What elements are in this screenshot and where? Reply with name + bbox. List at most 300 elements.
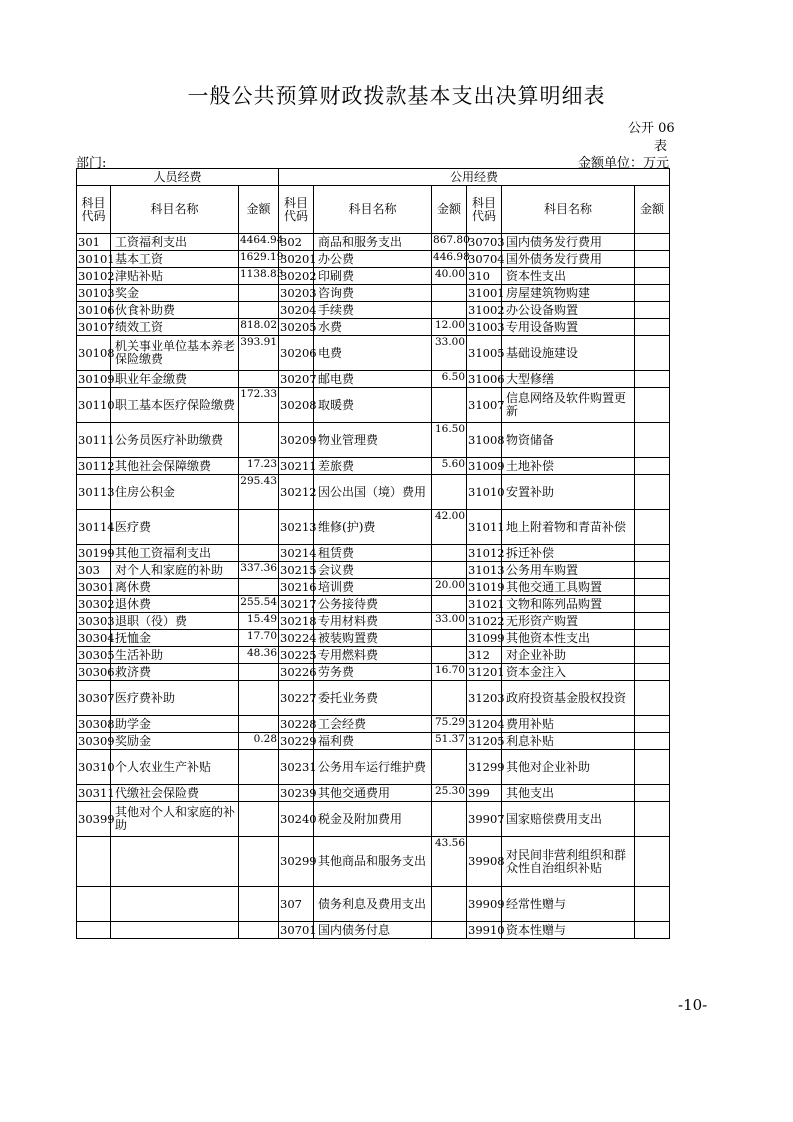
row-amount-cell bbox=[635, 630, 670, 647]
row-amount-cell bbox=[635, 802, 670, 837]
row-code-cell: 31001 bbox=[468, 285, 505, 300]
expenditure-table bbox=[76, 168, 670, 939]
code-header: 科目代码 bbox=[279, 186, 314, 234]
row-amount-cell bbox=[239, 922, 279, 939]
row-code-cell: 301 bbox=[77, 234, 111, 251]
row-amount-cell: 42.00 bbox=[432, 510, 467, 545]
row-name-cell bbox=[111, 922, 239, 939]
row-name-cell: 专用设备购置 bbox=[502, 319, 635, 336]
row-amount-cell bbox=[432, 647, 467, 664]
row-code-cell: 30305 bbox=[78, 647, 115, 662]
row-name-cell: 文物和陈列品购置 bbox=[502, 596, 635, 613]
row-code-cell: 39910 bbox=[468, 922, 505, 937]
row-name-cell: 土地补偿 bbox=[502, 458, 635, 475]
table-row bbox=[77, 579, 670, 596]
row-name-cell: 债务利息及费用支出 bbox=[314, 887, 432, 922]
amount-header: 金额 bbox=[635, 186, 670, 234]
row-code-cell: 30206 bbox=[279, 336, 314, 371]
row-name-cell: 资本金注入 bbox=[502, 664, 635, 681]
row-code-cell: 310 bbox=[467, 268, 502, 285]
row-name-cell: 专用燃料费 bbox=[314, 647, 432, 664]
row-code-cell: 39907 bbox=[467, 802, 502, 837]
row-name-cell: 委托业务费 bbox=[314, 681, 432, 716]
row-name-cell: 公务员医疗补助缴费 bbox=[111, 423, 239, 458]
row-name-cell: 代缴社会保险费 bbox=[111, 785, 239, 802]
row-code-cell: 30303 bbox=[78, 613, 115, 628]
row-name-cell: 劳务费 bbox=[314, 664, 432, 681]
row-code-cell: 31007 bbox=[467, 388, 502, 423]
row-code-cell: 30199 bbox=[78, 545, 115, 560]
row-code-cell: 30216 bbox=[280, 579, 317, 594]
row-code-cell: 30108 bbox=[77, 336, 111, 371]
row-code-cell: 30227 bbox=[279, 681, 314, 716]
row-code-cell: 30240 bbox=[279, 802, 314, 837]
row-name-cell: 物业管理费 bbox=[314, 423, 432, 458]
row-code-cell: 30208 bbox=[279, 388, 314, 423]
row-name-cell: 绩效工资 bbox=[111, 319, 239, 336]
row-code-cell: 30218 bbox=[280, 613, 317, 628]
row-amount-cell bbox=[239, 579, 279, 596]
row-amount-cell bbox=[635, 579, 670, 596]
row-amount-cell bbox=[432, 596, 467, 613]
row-name-cell: 其他商品和服务支出 bbox=[314, 837, 432, 887]
row-name-cell: 政府投资基金股权投资 bbox=[502, 681, 635, 716]
row-amount-cell: 40.00 bbox=[432, 268, 467, 285]
row-name-cell: 培训费 bbox=[314, 579, 432, 596]
table-row bbox=[77, 647, 670, 664]
code-header: 科目代码 bbox=[467, 186, 502, 234]
row-code-cell: 30701 bbox=[280, 922, 317, 937]
row-name-cell: 维修(护)费 bbox=[314, 510, 432, 545]
row-name-cell: 津贴补贴 bbox=[111, 268, 239, 285]
row-amount-cell bbox=[432, 750, 467, 785]
row-amount-cell bbox=[635, 681, 670, 716]
table-row bbox=[77, 251, 670, 268]
row-code-cell: 30302 bbox=[78, 596, 115, 611]
row-amount-cell bbox=[635, 887, 670, 922]
row-amount-cell bbox=[635, 545, 670, 562]
row-code-cell: 30310 bbox=[77, 750, 111, 785]
row-name-cell: 国外债务发行费用 bbox=[502, 251, 635, 268]
row-code-cell: 30308 bbox=[78, 716, 115, 731]
row-code-cell: 31205 bbox=[468, 733, 505, 748]
row-code-cell: 30309 bbox=[78, 733, 115, 748]
amount-header: 金额 bbox=[432, 186, 467, 234]
row-amount-cell: 1629.19 bbox=[239, 251, 279, 268]
page-number: -10- bbox=[678, 996, 708, 1014]
row-code-cell: 30299 bbox=[279, 837, 314, 887]
table-row bbox=[77, 596, 670, 613]
code-header: 科目代码 bbox=[77, 186, 111, 234]
row-code-cell: 30399 bbox=[77, 802, 111, 837]
row-amount-cell bbox=[635, 716, 670, 733]
row-amount-cell bbox=[635, 371, 670, 388]
row-amount-cell: 16.70 bbox=[432, 664, 467, 681]
row-amount-cell bbox=[239, 837, 279, 887]
row-amount-cell: 33.00 bbox=[432, 336, 467, 371]
row-name-cell: 办公费 bbox=[314, 251, 432, 268]
row-name-cell: 其他资本性支出 bbox=[502, 630, 635, 647]
row-amount-cell: 16.50 bbox=[432, 423, 467, 458]
row-name-cell: 利息补贴 bbox=[502, 733, 635, 750]
column-header-row bbox=[77, 186, 670, 234]
row-amount-cell: 0.28 bbox=[239, 733, 279, 750]
row-amount-cell bbox=[432, 545, 467, 562]
row-name-cell: 奖励金 bbox=[111, 733, 239, 750]
row-amount-cell bbox=[239, 750, 279, 785]
table-row bbox=[77, 234, 670, 251]
row-amount-cell bbox=[432, 887, 467, 922]
row-amount-cell bbox=[635, 336, 670, 371]
name-header: 科目名称 bbox=[314, 186, 432, 234]
row-amount-cell bbox=[635, 388, 670, 423]
table-row bbox=[77, 837, 670, 887]
row-code-cell: 30217 bbox=[280, 596, 317, 611]
row-code-cell: 30203 bbox=[280, 285, 317, 300]
row-name-cell: 住房公积金 bbox=[111, 475, 239, 510]
row-amount-cell: 75.29 bbox=[432, 716, 467, 733]
row-name-cell: 房屋建筑物购建 bbox=[502, 285, 635, 302]
row-code-cell: 39908 bbox=[467, 837, 502, 887]
row-amount-cell bbox=[239, 785, 279, 802]
table-row bbox=[77, 388, 670, 423]
row-amount-cell bbox=[432, 922, 467, 939]
row-name-cell: 其他支出 bbox=[502, 785, 635, 802]
row-amount-cell: 25.30 bbox=[432, 785, 467, 802]
row-name-cell: 其他交通费用 bbox=[314, 785, 432, 802]
row-name-cell: 取暖费 bbox=[314, 388, 432, 423]
row-name-cell bbox=[111, 887, 239, 922]
row-name-cell: 医疗费补助 bbox=[111, 681, 239, 716]
row-code-cell: 30214 bbox=[280, 545, 317, 560]
row-code-cell: 31099 bbox=[468, 630, 505, 645]
row-amount-cell: 1138.83 bbox=[239, 268, 279, 285]
row-name-cell: 拆迁补偿 bbox=[502, 545, 635, 562]
row-name-cell: 其他交通工具购置 bbox=[502, 579, 635, 596]
row-code-cell: 30311 bbox=[78, 785, 115, 800]
row-code-cell: 30703 bbox=[468, 234, 505, 249]
row-amount-cell: 12.00 bbox=[432, 319, 467, 336]
row-amount-cell: 867.80 bbox=[432, 234, 467, 251]
row-code-cell: 30307 bbox=[77, 681, 111, 716]
row-amount-cell bbox=[432, 802, 467, 837]
row-name-cell: 奖金 bbox=[111, 285, 239, 302]
row-name-cell: 信息网络及软件购置更新 bbox=[502, 388, 635, 423]
row-code-cell: 302 bbox=[279, 234, 314, 251]
row-code-cell: 30228 bbox=[280, 716, 317, 731]
row-name-cell: 租赁费 bbox=[314, 545, 432, 562]
row-name-cell: 生活补助 bbox=[111, 647, 239, 664]
row-code-cell: 30103 bbox=[78, 285, 115, 300]
row-code-cell: 30201 bbox=[280, 251, 317, 266]
row-code-cell: 30231 bbox=[279, 750, 314, 785]
row-code-cell: 30304 bbox=[78, 630, 115, 645]
row-code-cell: 31011 bbox=[467, 510, 502, 545]
row-amount-cell bbox=[635, 234, 670, 251]
personnel-group-header: 人员经费 bbox=[77, 169, 279, 186]
row-name-cell: 差旅费 bbox=[314, 458, 432, 475]
row-code-cell: 30101 bbox=[78, 251, 115, 266]
row-amount-cell bbox=[635, 613, 670, 630]
row-name-cell: 被装购置费 bbox=[314, 630, 432, 647]
row-amount-cell: 17.70 bbox=[239, 630, 279, 647]
row-name-cell: 费用补贴 bbox=[502, 716, 635, 733]
row-amount-cell: 20.00 bbox=[432, 579, 467, 596]
row-code-cell: 31005 bbox=[467, 336, 502, 371]
row-amount-cell bbox=[635, 251, 670, 268]
row-name-cell: 国家赔偿费用支出 bbox=[502, 802, 635, 837]
table-row bbox=[77, 630, 670, 647]
row-amount-cell bbox=[635, 837, 670, 887]
row-code-cell: 30106 bbox=[78, 302, 115, 317]
row-code-cell: 30107 bbox=[78, 319, 115, 334]
row-code-cell: 30202 bbox=[280, 268, 317, 283]
table-row bbox=[77, 545, 670, 562]
row-amount-cell bbox=[239, 510, 279, 545]
table-row bbox=[77, 510, 670, 545]
row-name-cell: 无形资产购置 bbox=[502, 613, 635, 630]
row-code-cell: 30213 bbox=[279, 510, 314, 545]
row-code-cell: 30704 bbox=[468, 251, 505, 266]
table-row bbox=[77, 802, 670, 837]
row-amount-cell bbox=[635, 423, 670, 458]
row-amount-cell bbox=[635, 750, 670, 785]
row-amount-cell bbox=[432, 562, 467, 579]
form-code-line1: 公开 06 bbox=[628, 121, 675, 136]
row-amount-cell bbox=[432, 475, 467, 510]
row-code-cell: 31003 bbox=[468, 319, 505, 334]
table-row bbox=[77, 371, 670, 388]
department-label: 部门: bbox=[76, 156, 107, 171]
table-row bbox=[77, 887, 670, 922]
row-code-cell: 30102 bbox=[78, 268, 115, 283]
row-code-cell: 31019 bbox=[468, 579, 505, 594]
row-name-cell: 其他工资福利支出 bbox=[111, 545, 239, 562]
row-name-cell: 资本性赠与 bbox=[502, 922, 635, 939]
row-name-cell: 电费 bbox=[314, 336, 432, 371]
row-name-cell: 退职（役）费 bbox=[111, 613, 239, 630]
row-code-cell: 30306 bbox=[78, 664, 115, 679]
row-amount-cell: 17.23 bbox=[239, 458, 279, 475]
row-code-cell bbox=[77, 837, 111, 887]
table-row bbox=[77, 733, 670, 750]
row-name-cell: 大型修缮 bbox=[502, 371, 635, 388]
row-name-cell: 助学金 bbox=[111, 716, 239, 733]
row-name-cell: 其他对个人和家庭的补助 bbox=[111, 802, 239, 837]
row-code-cell: 30209 bbox=[279, 423, 314, 458]
row-amount-cell bbox=[432, 388, 467, 423]
table-row bbox=[77, 336, 670, 371]
row-amount-cell bbox=[432, 681, 467, 716]
name-header: 科目名称 bbox=[111, 186, 239, 234]
row-amount-cell bbox=[635, 510, 670, 545]
row-amount-cell: 15.49 bbox=[239, 613, 279, 630]
group-header-row bbox=[77, 169, 670, 186]
row-amount-cell: 337.36 bbox=[239, 562, 279, 579]
row-name-cell: 公务接待费 bbox=[314, 596, 432, 613]
row-name-cell: 物资储备 bbox=[502, 423, 635, 458]
row-name-cell: 地上附着物和青苗补偿 bbox=[502, 510, 635, 545]
table-row bbox=[77, 562, 670, 579]
row-name-cell: 国内债务发行费用 bbox=[502, 234, 635, 251]
row-name-cell: 经常性赠与 bbox=[502, 887, 635, 922]
row-amount-cell bbox=[432, 285, 467, 302]
row-code-cell: 31009 bbox=[468, 458, 505, 473]
row-name-cell: 抚恤金 bbox=[111, 630, 239, 647]
row-name-cell: 工资福利支出 bbox=[111, 234, 239, 251]
row-name-cell: 基本工资 bbox=[111, 251, 239, 268]
row-amount-cell bbox=[635, 268, 670, 285]
row-code-cell: 30207 bbox=[280, 371, 317, 386]
row-code-cell bbox=[77, 922, 111, 939]
row-amount-cell: 33.00 bbox=[432, 613, 467, 630]
row-name-cell: 手续费 bbox=[314, 302, 432, 319]
row-code-cell: 31201 bbox=[468, 664, 505, 679]
row-name-cell: 退休费 bbox=[111, 596, 239, 613]
row-name-cell: 离休费 bbox=[111, 579, 239, 596]
row-amount-cell: 6.50 bbox=[432, 371, 467, 388]
row-amount-cell bbox=[432, 630, 467, 647]
row-amount-cell bbox=[239, 302, 279, 319]
row-amount-cell bbox=[635, 922, 670, 939]
table-row bbox=[77, 664, 670, 681]
row-code-cell: 30109 bbox=[78, 371, 115, 386]
table-row bbox=[77, 302, 670, 319]
row-amount-cell bbox=[239, 802, 279, 837]
row-name-cell: 伙食补助费 bbox=[111, 302, 239, 319]
row-name-cell: 工会经费 bbox=[314, 716, 432, 733]
row-code-cell: 31012 bbox=[468, 545, 505, 560]
row-name-cell: 公务用车购置 bbox=[502, 562, 635, 579]
row-amount-cell bbox=[239, 716, 279, 733]
row-amount-cell bbox=[239, 664, 279, 681]
row-amount-cell bbox=[635, 285, 670, 302]
table-row bbox=[77, 423, 670, 458]
row-amount-cell bbox=[635, 664, 670, 681]
form-code-line2: 表 bbox=[654, 139, 668, 154]
table-row bbox=[77, 716, 670, 733]
row-code-cell: 30215 bbox=[280, 562, 317, 577]
row-code-cell: 30110 bbox=[77, 388, 111, 423]
row-name-cell: 对企业补助 bbox=[502, 647, 635, 664]
row-amount-cell bbox=[239, 371, 279, 388]
row-code-cell bbox=[77, 887, 111, 922]
row-name-cell: 机关事业单位基本养老保险缴费 bbox=[111, 336, 239, 371]
row-code-cell: 399 bbox=[467, 785, 502, 802]
name-header: 科目名称 bbox=[502, 186, 635, 234]
row-code-cell: 31299 bbox=[467, 750, 502, 785]
row-amount-cell: 295.43 bbox=[239, 475, 279, 510]
row-name-cell: 个人农业生产补贴 bbox=[111, 750, 239, 785]
row-name-cell: 资本性支出 bbox=[502, 268, 635, 285]
row-name-cell: 对民间非营利组织和群众性自治组织补贴 bbox=[502, 837, 635, 887]
table-row bbox=[77, 285, 670, 302]
row-amount-cell: 818.02 bbox=[239, 319, 279, 336]
row-amount-cell bbox=[635, 475, 670, 510]
row-amount-cell bbox=[239, 285, 279, 302]
row-code-cell: 31013 bbox=[468, 562, 505, 577]
row-code-cell: 31008 bbox=[467, 423, 502, 458]
row-code-cell: 39909 bbox=[467, 887, 502, 922]
public-group-header: 公用经费 bbox=[279, 169, 670, 186]
row-code-cell: 31203 bbox=[467, 681, 502, 716]
table-row bbox=[77, 458, 670, 475]
row-name-cell: 因公出国（境）费用 bbox=[314, 475, 432, 510]
row-name-cell: 救济费 bbox=[111, 664, 239, 681]
row-code-cell: 30111 bbox=[77, 423, 111, 458]
row-code-cell: 30205 bbox=[280, 319, 317, 334]
row-code-cell: 30204 bbox=[280, 302, 317, 317]
row-code-cell: 31204 bbox=[468, 716, 505, 731]
row-name-cell bbox=[111, 837, 239, 887]
row-code-cell: 30226 bbox=[280, 664, 317, 679]
row-amount-cell bbox=[635, 458, 670, 475]
row-amount-cell bbox=[239, 545, 279, 562]
row-amount-cell bbox=[635, 596, 670, 613]
row-amount-cell bbox=[239, 423, 279, 458]
row-amount-cell: 48.36 bbox=[239, 647, 279, 664]
row-code-cell: 31021 bbox=[468, 596, 505, 611]
row-amount-cell: 4464.94 bbox=[239, 234, 279, 251]
row-amount-cell bbox=[635, 647, 670, 664]
row-code-cell: 31006 bbox=[468, 371, 505, 386]
row-amount-cell bbox=[432, 302, 467, 319]
row-name-cell: 福利费 bbox=[314, 733, 432, 750]
table-row bbox=[77, 475, 670, 510]
row-amount-cell: 446.98 bbox=[432, 251, 467, 268]
amount-header: 金额 bbox=[239, 186, 279, 234]
table-row bbox=[77, 922, 670, 939]
row-amount-cell: 255.54 bbox=[239, 596, 279, 613]
row-amount-cell bbox=[635, 785, 670, 802]
table-row bbox=[77, 319, 670, 336]
row-amount-cell bbox=[635, 319, 670, 336]
table-row bbox=[77, 681, 670, 716]
row-name-cell: 水费 bbox=[314, 319, 432, 336]
row-amount-cell: 51.37 bbox=[432, 733, 467, 750]
table-row bbox=[77, 613, 670, 630]
row-name-cell: 国内债务付息 bbox=[314, 922, 432, 939]
row-name-cell: 商品和服务支出 bbox=[314, 234, 432, 251]
row-name-cell: 税金及附加费用 bbox=[314, 802, 432, 837]
row-name-cell: 专用材料费 bbox=[314, 613, 432, 630]
row-code-cell: 30229 bbox=[280, 733, 317, 748]
row-amount-cell bbox=[239, 887, 279, 922]
row-code-cell: 307 bbox=[279, 887, 314, 922]
row-code-cell: 30239 bbox=[280, 785, 317, 800]
row-name-cell: 咨询费 bbox=[314, 285, 432, 302]
row-code-cell: 31022 bbox=[468, 613, 505, 628]
row-name-cell: 安置补助 bbox=[502, 475, 635, 510]
row-name-cell: 职业年金缴费 bbox=[111, 371, 239, 388]
row-code-cell: 30224 bbox=[280, 630, 317, 645]
row-amount-cell: 172.33 bbox=[239, 388, 279, 423]
row-name-cell: 其他对企业补助 bbox=[502, 750, 635, 785]
row-name-cell: 印刷费 bbox=[314, 268, 432, 285]
row-amount-cell: 5.60 bbox=[432, 458, 467, 475]
row-code-cell: 31002 bbox=[468, 302, 505, 317]
row-name-cell: 会议费 bbox=[314, 562, 432, 579]
row-name-cell: 职工基本医疗保险缴费 bbox=[111, 388, 239, 423]
row-name-cell: 对个人和家庭的补助 bbox=[111, 562, 239, 579]
row-amount-cell: 43.56 bbox=[432, 837, 467, 887]
row-code-cell: 312 bbox=[467, 647, 502, 664]
row-name-cell: 邮电费 bbox=[314, 371, 432, 388]
page-title: 一般公共预算财政拨款基本支出决算明细表 bbox=[187, 84, 606, 108]
table-row bbox=[77, 750, 670, 785]
row-code-cell: 30114 bbox=[77, 510, 111, 545]
row-code-cell: 30301 bbox=[78, 579, 115, 594]
